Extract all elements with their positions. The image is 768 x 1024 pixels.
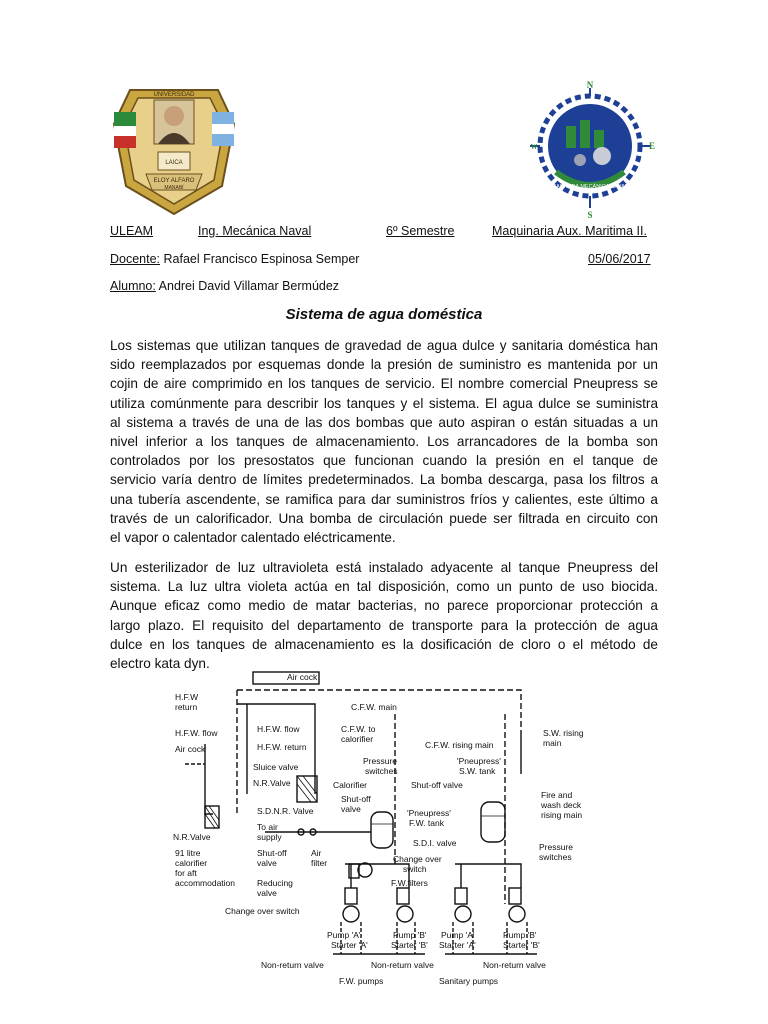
- student-name: Andrei David Villamar Bermúdez: [158, 279, 340, 293]
- paragraph-1: [110, 336, 658, 547]
- diagram-label: Starter 'A': [331, 940, 368, 950]
- diagram-label: 'Pneupress': [407, 808, 451, 818]
- diagram-label: switch: [403, 864, 427, 874]
- diagram-label: Shut-off: [341, 794, 371, 804]
- diagram-label: H.F.W. flow: [257, 724, 300, 734]
- seal-mid-text: LAICA: [165, 160, 183, 166]
- diagram-label: main: [543, 738, 562, 748]
- seal-top-text: UNIVERSIDAD: [153, 92, 195, 98]
- seal-bottom-text: ELOY ALFARO: [153, 178, 195, 184]
- diagram-label: Change over switch: [225, 906, 300, 916]
- diagram-label: Shut-off valve: [411, 780, 463, 790]
- paragraph-line: al sistema a través de una de las dos bombas que auto aspiran o están situadas a un: [110, 414, 658, 430]
- seal-bottom-text-2: MANABÍ: [164, 185, 184, 191]
- diagram-label: To air: [257, 822, 278, 832]
- compass-east-text: E: [648, 141, 656, 151]
- diagram-label: H.F.W. flow: [175, 728, 218, 738]
- paragraph-line: largo plazo. El requisito del departamento de transporte para la protección de agua: [110, 617, 658, 633]
- document-title: Sistema de agua doméstica: [285, 306, 483, 323]
- diagram-label: Starter 'A': [439, 940, 476, 950]
- student-line: [110, 279, 339, 293]
- paragraph-line: dulce en los tanques de almacenamiento es la dosificación de cloro o el método de: [110, 636, 658, 652]
- paragraph-line: sido reemplazados por esquemas donde la presión de suministro es mantenida por un: [110, 357, 658, 373]
- diagram-label: Pump 'B': [503, 930, 537, 940]
- paragraph-line: través de un calorificador. Una bomba de circulación puede ser filtrada en circuito con: [110, 510, 658, 526]
- teacher-line: [110, 252, 359, 266]
- diagram-label: 'Pneupress': [457, 756, 501, 766]
- diagram-label: switches: [365, 766, 398, 776]
- diagram-label: return: [175, 702, 198, 712]
- teacher-label: Docente:: [110, 252, 161, 266]
- paragraph-line: una tubería ascendente, se ramifica para dar suministros fríos y calientes, este último a: [110, 491, 658, 507]
- diagram-label: S.D.N.R. Valve: [257, 806, 314, 816]
- diagram-label: wash deck: [541, 800, 582, 810]
- paragraph-line: Aunque eficaz como medio de matar bacterias, no parece proporcionar protección a: [110, 598, 658, 614]
- diagram-label: Sanitary pumps: [439, 976, 499, 986]
- diagram-label: valve: [257, 858, 277, 868]
- diagram-label: Pump 'A': [441, 930, 475, 940]
- diagram-label: Air cock: [175, 744, 206, 754]
- diagram-label: Shut-off: [257, 848, 287, 858]
- diagram-label: Starter 'B': [391, 940, 428, 950]
- diagram-label: F.W. pumps: [339, 976, 384, 986]
- diagram-label: H.F.W. return: [257, 742, 307, 752]
- diagram-label: C.F.W. to: [341, 724, 376, 734]
- paragraph-line: electro kata dyn.: [110, 656, 210, 672]
- diagram-label: Starter 'B': [503, 940, 540, 950]
- paragraph-line: controlados por los presostatos que funcionan cuando la presión en el tanque de: [110, 453, 658, 469]
- header-semester: 6º Semestre: [386, 224, 455, 238]
- diagram-label: Pressure: [539, 842, 574, 852]
- diagram-label: Fire and: [541, 790, 573, 800]
- diagram-label: Sluice valve: [253, 762, 299, 772]
- header-course: Maquinaria Aux. Maritima II.: [492, 224, 647, 238]
- header-program: Ing. Mecánica Naval: [198, 224, 312, 238]
- diagram-label: Pressure: [363, 756, 398, 766]
- diagram-label: calorifier: [341, 734, 374, 744]
- diagram-label: valve: [341, 804, 361, 814]
- diagram-label: valve: [257, 888, 277, 898]
- diagram-label: S.W. rising: [543, 728, 584, 738]
- diagram-label: C.F.W. rising main: [425, 740, 494, 750]
- diagram-label: filter: [311, 858, 328, 868]
- compass-south-text: S: [587, 210, 593, 220]
- paragraph-line: Los sistemas que utilizan tanques de gravedad de agua dulce y sanitaria doméstica han: [110, 338, 658, 353]
- student-label: Alumno:: [110, 279, 156, 293]
- diagram-label: supply: [257, 832, 282, 842]
- diagram-label: N.R.Valve: [173, 832, 211, 842]
- diagram-label: Calorifier: [333, 780, 368, 790]
- diagram-label: F.W. tank: [409, 818, 444, 828]
- diagram-label: calorifier: [175, 858, 208, 868]
- compass-north-text: N: [586, 80, 594, 90]
- diagram-label: S.D.I. valve: [413, 838, 457, 848]
- diagram-label: for aft: [175, 868, 197, 878]
- paragraph-line: sistema. La luz ultra violeta actúa en tal disposición, como un punto de uso biocida.: [110, 579, 658, 595]
- paragraph-2: [110, 558, 658, 673]
- diagram-label: accommodation: [175, 878, 236, 888]
- diagram-label: switches: [539, 852, 572, 862]
- paragraph-line: utiliza comúnmente para describir los tanques y el sistema. El agua dulce se suministra: [110, 395, 658, 411]
- logo-banner-text: CARRERA MECÁNICA NAVAL: [552, 184, 628, 190]
- compass-west-text: W: [530, 143, 538, 151]
- document-date: 05/06/2017: [588, 252, 651, 266]
- diagram-label: H.F.W: [175, 692, 199, 702]
- paragraph-line: el vapor o calentador calentado eléctricamente.: [110, 530, 396, 546]
- paragraph-line: Un esterilizador de luz ultravioleta está instalado adyacente al tanque Pneupress del: [110, 560, 658, 575]
- diagram-label: Reducing: [257, 878, 293, 888]
- diagram-label: Air: [311, 848, 322, 858]
- header-institution: ULEAM: [110, 224, 154, 238]
- diagram-label: rising main: [541, 810, 583, 820]
- domestic-water-system-diagram: [165, 664, 615, 994]
- paragraph-line: nivel inferior a los tanques de almacenamiento. Los arrancadores de la bomba son: [110, 434, 658, 450]
- university-seal-logo: [110, 82, 238, 216]
- teacher-name: Rafael Francisco Espinosa Semper: [163, 252, 360, 266]
- diagram-label: 91 litre: [175, 848, 201, 858]
- diagram-label: Change over: [393, 854, 442, 864]
- paragraph-line: cojin de aire comprimido en los tanques de servicio. El nombre comercial Pneupress se: [110, 376, 658, 392]
- diagram-label: Non-return valve: [371, 960, 434, 970]
- diagram-label: Pump 'B': [393, 930, 427, 940]
- diagram-label: S.W. tank: [459, 766, 496, 776]
- diagram-label: Non-return valve: [483, 960, 546, 970]
- paragraph-line: servicio varía dentro de límites predeterminados. La bomba descarga, pasa los filtros a: [110, 472, 658, 488]
- diagram-label: F.W.filters: [391, 878, 428, 888]
- diagram-label: Pump 'A': [327, 930, 361, 940]
- naval-engineering-logo: [520, 76, 660, 220]
- diagram-label: C.F.W. main: [351, 702, 397, 712]
- diagram-label: N.R.Valve: [253, 778, 291, 788]
- diagram-label: Air cock: [287, 672, 318, 682]
- diagram-label: Non-return valve: [261, 960, 324, 970]
